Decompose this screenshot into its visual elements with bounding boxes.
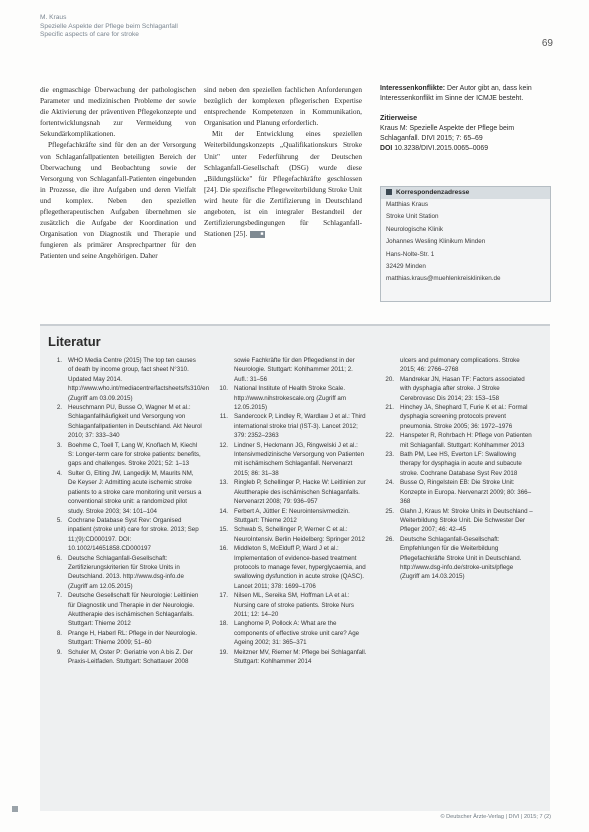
reference-number: 1. <box>56 357 62 364</box>
reference-text: Schuler M, Oster P: Geriatrie von A bis Z. Der Praxis-Leitfaden. Stuttgart: Schattauer 2008 <box>68 648 193 665</box>
reference-number: 5. <box>56 516 62 524</box>
reference-item <box>216 619 368 647</box>
reference-number: 9. <box>56 648 62 656</box>
references-column-1 <box>50 356 210 666</box>
reference-number: 7. <box>56 592 62 600</box>
reference-item <box>382 375 534 403</box>
reference-item <box>382 535 534 582</box>
reference-number: 15. <box>219 526 228 534</box>
reference-item <box>216 441 368 479</box>
reference-text: Nilsen ML, Sereika SM, Hoffman LA et al.: Nursing care of stroke patients. Stroke Nurs 2011; 12: 14–20 <box>234 592 355 618</box>
article-sidebar <box>380 84 550 163</box>
reference-item <box>50 554 202 592</box>
reference-text: Deutsche Gesellschaft für Neurologie: Leitlinien für Diagnostik und Therapie in der Neurologie. Akuttherapie des ischämischen Schlaganfalls. Stuttgart: Thieme 2012 <box>68 592 199 628</box>
reference-number: 23. <box>385 451 394 459</box>
correspondence-unit: Stroke Unit Station <box>386 213 439 221</box>
reference-text: Hanspeter R, Rohrbach H: Pflege von Patienten mit Schlaganfall. Stuttgart: Kohlhammer 2013 <box>400 432 532 449</box>
header-author: M. Kraus <box>40 14 67 21</box>
reference-item <box>216 507 368 526</box>
reference-number: 21. <box>385 404 394 412</box>
reference-item <box>50 629 202 648</box>
reference-text: Prange H, Haberl RL: Pflege in der Neurologie. Stuttgart: Thieme 2009; 51–60 <box>68 629 197 647</box>
reference-item <box>216 356 368 384</box>
reference-number: 2. <box>56 404 62 412</box>
references-title: Literatur <box>48 334 101 349</box>
reference-text: Deutsche Schlaganfall-Gesellschaft: Empfehlungen für die Weiterbildung Pflegefachkräfte Stroke Unit in Deutschland. http://www.dsg-info.de/stroke-units/pflege (Zugriff am 14.03.2015) <box>400 535 522 581</box>
reference-text: Deutsche Schlaganfall-Gesellschaft: Zertifizierungskriterien für Stroke Units in Deutschland. 2013. http://www.dsg-info.de (Zugriff am 12.05.2015) <box>68 554 184 590</box>
references-column-3 <box>382 356 534 582</box>
reference-text: Ferbert A, Jüttler E: Neurointensivmedizin. Stuttgart: Thieme 2012 <box>234 507 350 524</box>
reference-item <box>50 356 210 403</box>
citation-text: Kraus M: Spezielle Aspekte der Pflege beim Schlaganfall. DIVI 2015; 7: 65–69 <box>380 124 515 142</box>
reference-number: 26. <box>385 535 394 543</box>
reference-item <box>382 450 534 478</box>
reference-text: ulcers and pulmonary complications. Stroke 2015; 46: 2766–2768 <box>400 357 520 374</box>
doi-line <box>380 144 550 154</box>
conflict-statement <box>380 84 550 104</box>
reference-item <box>216 648 368 667</box>
references-box <box>40 324 550 811</box>
reference-number: 10. <box>219 385 228 393</box>
reference-text: Schwab S, Schellinger P, Werner C et al.: NeuroIntensiv. Berlin Heidelberg: Springer 2012 <box>234 526 365 543</box>
correspondence-heading: Korrespondenzadresse <box>381 187 550 199</box>
reference-text: National Institute of Health Stroke Scale. http://www.nihstrokescale.org (Zugriff am 12.05.2015) <box>234 385 346 412</box>
reference-text: Mandrekar JN, Hasan TF: Factors associated with dysphagia after stroke. J Stroke Cerebrovasc Dis 2014; 23: 153–158 <box>400 375 525 402</box>
body-paragraph: Mit der Entwicklung eines speziellen Weiterbildungskonzepts „Qualifikationskurs Stroke Unit" unter Federführung der Deutschen Schlaganfall-Gesellschaft (DSG) wurde diese „Bildungslücke" für Pflegefachkräfte geschlossen [24]. Die spezifische Pflegeweiterbildung Stroke Unit wird heute für die Zertifizierung in Deutschland angeboten, ist ein integraler Bestandteil der Zertifizierungsbedingungen für Schlaganfall-Stationen [25]. <box>204 129 362 239</box>
reference-text: Meitzner MV, Riemer M: Pflege bei Schlaganfall. Stuttgart: Kohlhammer 2014 <box>234 648 367 665</box>
reference-item <box>216 412 368 440</box>
reference-text: Hinchey JA, Shephard T, Furie K et al.: Formal dysphagia screening protocols prevent pneumonia. Stroke 2005; 36: 1972–1976 <box>400 404 528 430</box>
reference-item <box>382 403 534 431</box>
page-number: 69 <box>541 38 553 49</box>
reference-number: 14. <box>219 507 228 515</box>
correspondence-city: 32429 Minden <box>386 263 426 271</box>
reference-number: 18. <box>219 620 228 628</box>
reference-text: Bath PM, Lee HS, Everton LF: Swallowing therapy for dysphagia in acute and subacute stroke. Cochrane Database Syst Rev 2018 <box>400 451 522 477</box>
reference-text: Glahn J, Kraus M: Stroke Units in Deutschland – Weiterbildung Stroke Unit. Die Schwester Der Pfleger 2007; 46: 42–45 <box>400 507 533 534</box>
reference-number: 3. <box>56 441 62 449</box>
header-title-de: Spezielle Aspekte der Pflege beim Schlaganfall <box>40 22 178 30</box>
reference-number: 24. <box>385 479 394 487</box>
header-title-en: Specific aspects of care for stroke <box>40 31 139 39</box>
correspondence-email[interactable]: matthias.kraus@muehlenkreiskliniken.de <box>386 275 501 283</box>
citation-heading: Zitierweise <box>380 113 418 123</box>
reference-item <box>50 403 202 441</box>
reference-number: 20. <box>385 375 394 383</box>
reference-text: Heuschmann PU, Busse O, Wagner M et al.: Schlaganfallhäufigkeit und Versorgung von Schlaganfallpatienten in Deutschland. Akt Neurol 2010; 37: 333–340 <box>68 404 202 440</box>
page-footer: © Deutscher Ärzte-Verlag | DIVI | 2015; 7 (2) <box>440 814 551 820</box>
reference-text: WHO Media Centre (2015) The top ten causes of death by income group, fact sheet N°310. Updated May 2014. http://www.who.int/mediacentre/factsheets/fs310/en (Zugriff am 03.09.2015) <box>68 357 210 402</box>
reference-text: Boehme C, Toell T, Lang W, Knoflach M, Kiechl S: Longer-term care for stroke patients: benefits, gaps and challenges. Stroke 2021; 52: 1–13 <box>68 441 201 468</box>
reference-item <box>50 516 202 554</box>
reference-item <box>216 478 368 506</box>
reference-item <box>382 356 534 375</box>
reference-number: 13. <box>219 479 228 487</box>
reference-item <box>50 591 202 629</box>
reference-item <box>216 544 368 591</box>
reference-item <box>382 478 534 506</box>
reference-number: 19. <box>219 648 228 656</box>
correspondence-box <box>380 186 551 302</box>
correspondence-name: Matthias Kraus <box>386 201 428 208</box>
body-paragraph: Pflegefachkräfte sind für den an der Versorgung von Schlaganfallpatienten beteiligten Bereich der Überwachung und Beobachtung sowie der Versorgung von Schlaganfall-Patienten eingebunden in Prozesse, die ihre Aufgaben und deren Vielfalt und komplex. Neben den speziellen pflegetherapeutischen Aufgaben übernehmen sie zusätzlich die Aufgabe der Koordination und Organisation von Diagnostik und Therapie und fungieren als primärer Ansprechpartner für den Patienten und seine Angehörigen. Daher <box>40 140 196 261</box>
reference-item <box>50 648 202 667</box>
conflict-label: Interessenkonflikte: <box>380 85 446 92</box>
doi-label: DOI <box>380 145 393 153</box>
running-header <box>40 14 178 40</box>
doi-value: 10.3238/DIVI.2015.0065–0069 <box>394 145 489 153</box>
correspondence-street: Hans-Nolte-Str. 1 <box>386 250 435 258</box>
correspondence-hospital: Johannes Wesling Klinikum Minden <box>386 238 486 246</box>
reference-item <box>50 469 202 516</box>
correspondence-department: Neurologische Klinik <box>386 225 444 233</box>
body-paragraph: sind neben den speziellen fachlichen Anforderungen bezüglich der komplexen pflegerischen Expertise entsprechende Kompetenzen in Kommunikation, Organisation und Planung erforderlich. <box>204 85 362 128</box>
reference-number: 11. <box>219 413 228 421</box>
body-column-1 <box>40 84 196 262</box>
reference-text: Langhorne P, Pollock A: What are the components of effective stroke unit care? Age Ageing 2002; 31: 365–371 <box>234 620 360 647</box>
body-paragraph: die engmaschige Überwachung der pathologischen Parameter und medizinischen Probleme der sowie die Aktivierung der präventiven Pflegekonzepte und fortentwicklungsnah zur Vermeidung von Sekundärkomplikationen. <box>40 85 196 139</box>
reference-text: Lindner S, Heckmann JG, Ringwelski J et al.: Intensivmedizinische Versorgung von Patienten mit ischämischem Schlaganfall. Nervenarzt 2015; 86: 31–38 <box>234 441 365 477</box>
reference-item <box>216 525 368 544</box>
reference-number: 17. <box>219 592 228 600</box>
reference-item <box>50 441 202 469</box>
reference-number: 16. <box>219 545 228 553</box>
reference-number: 25. <box>385 507 394 515</box>
reference-text: Sandercock P, Lindley R, Wardlaw J et al.: Third international stroke trial (IST-3). Lancet 2012; 379: 2352–2363 <box>234 413 366 440</box>
reference-number: 12. <box>219 441 228 449</box>
reference-text: Middleton S, McElduff P, Ward J et al.: Implementation of evidence-based treatment protocols to manage fever, hyperglycaemia, and swallowing dysfunction in acute stroke (QASC). Lancet 2011; 378: 1699–1706 <box>234 545 366 590</box>
reference-item <box>216 591 368 619</box>
reference-text: Busse O, Ringelstein EB: Die Stroke Unit: Konzepte in Europa. Nervenarzt 2009; 80: 366–368 <box>400 479 532 506</box>
end-of-article-mark: ■ <box>250 231 265 238</box>
reference-number: 6. <box>56 554 62 562</box>
reference-text: Sulter G, Elting JW, Langedijk M, Maurits NM, De Keyser J: Admitting acute ischemic stroke patients to a stroke care monitoring unit versus a conventional stroke unit: a randomized pilot study. Stroke 2003; 34: 101–104 <box>68 469 202 515</box>
reference-text: Cochrane Database Syst Rev: Organised inpatient (stroke unit) care for stroke. 2013; Sep 11;(9):CD000197. DOI: 10.1002/14651858.CD000197 <box>68 516 199 553</box>
reference-item <box>382 431 534 450</box>
body-column-2 <box>204 84 362 239</box>
page-edge-marker <box>12 806 18 812</box>
citation-block <box>380 113 550 154</box>
reference-number: 22. <box>385 432 394 440</box>
reference-number: 8. <box>56 629 62 637</box>
square-bullet-icon <box>386 189 392 195</box>
reference-number: 4. <box>56 469 62 477</box>
reference-text: sowie Fachkräfte für den Pflegedienst in der Neurologie. Stuttgart: Kohlhammer 2011; 2. Aufl.: 31–56 <box>234 357 355 383</box>
conflict-text: Der Autor gibt an, dass kein Interessenkonflikt im Sinne der ICMJE besteht. <box>380 85 532 103</box>
reference-item <box>382 507 534 535</box>
reference-item <box>216 384 368 412</box>
references-column-2 <box>216 356 368 666</box>
reference-text: Ringleb P, Schellinger P, Hacke W: Leitlinien zur Akuttherapie des ischämischen Schlaganfalls. Nervenarzt 2008; 79: 936–957 <box>234 479 366 506</box>
